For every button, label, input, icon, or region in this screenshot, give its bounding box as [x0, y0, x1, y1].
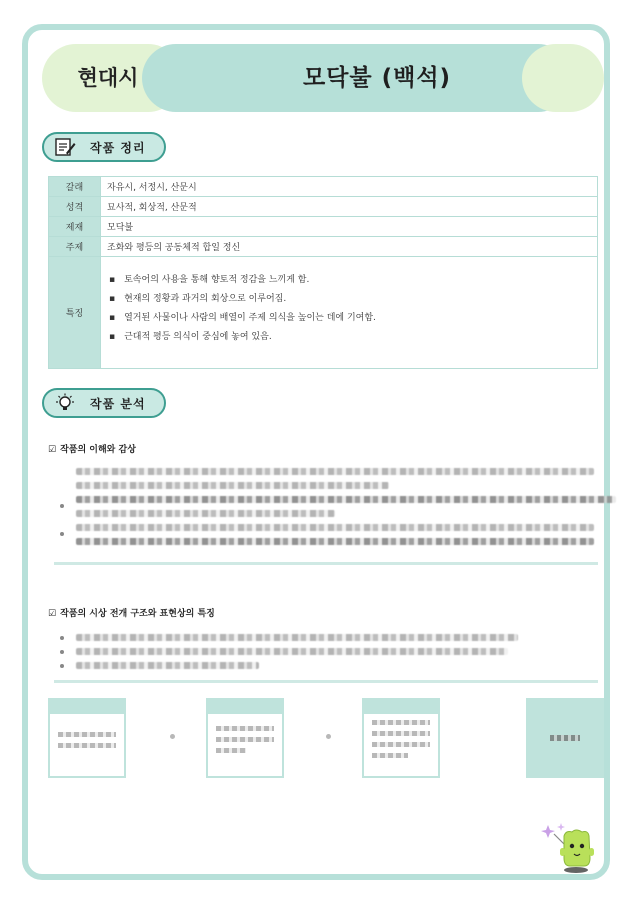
- lightbulb-icon: [54, 393, 76, 413]
- summary-row-features: [49, 257, 598, 369]
- summary-row: [49, 217, 598, 237]
- analysis-section-label: 작품 분석: [90, 396, 146, 411]
- summary-row: [49, 237, 598, 257]
- mascot-character-icon: [540, 822, 600, 874]
- features-list: [109, 271, 591, 347]
- summary-table: [48, 176, 598, 369]
- page-frame: [22, 24, 610, 880]
- analysis-section-pill: [42, 388, 166, 418]
- summary-row-key: 갈래: [49, 177, 101, 197]
- summary-row-key: 제재: [49, 217, 101, 237]
- genre-label: 현대시: [77, 66, 139, 90]
- structure-arrow-2: [326, 734, 331, 739]
- summary-row-value: 자유시, 서정시, 산문시: [101, 177, 598, 197]
- analysis-heading-1: [48, 442, 136, 455]
- feature-item: ▪ 열거된 사물이나 사람의 배열이 주제 의식을 높이는 데에 기여함.: [109, 309, 591, 328]
- structure-arrow-1: [170, 734, 175, 739]
- feature-item: ▪ 현재의 정황과 과거의 회상으로 이루어짐.: [109, 290, 591, 309]
- summary-row-value: 조화와 평등의 공동체적 합일 정신: [101, 237, 598, 257]
- analysis-body-2: [54, 634, 594, 676]
- analysis-body-1: [54, 468, 594, 552]
- feature-item: ▪ 토속어의 사용을 통해 향토적 정감을 느끼게 함.: [109, 271, 591, 290]
- summary-section-label: 작품 정리: [90, 140, 146, 155]
- memo-edit-icon: [54, 137, 76, 157]
- summary-row-key: 성격: [49, 197, 101, 217]
- summary-row: [49, 177, 598, 197]
- summary-row-value: 모닥불: [101, 217, 598, 237]
- summary-row-key: 주제: [49, 237, 101, 257]
- analysis-heading-2-text: 작품의 시상 전개 구조와 표현상의 특징: [60, 609, 215, 619]
- analysis-heading-1-text: 작품의 이해와 감상: [60, 445, 136, 455]
- summary-row-key: 특징: [49, 257, 101, 369]
- features-list-cell: [101, 257, 598, 369]
- summary-row-value: 묘사적, 회상적, 산문적: [101, 197, 598, 217]
- structure-box-1: [48, 698, 126, 778]
- checkbox-icon: ☑: [48, 609, 57, 619]
- checkbox-icon: ☑: [48, 445, 57, 455]
- structure-result-box: [526, 698, 604, 778]
- analysis-heading-2: [48, 606, 215, 619]
- summary-section-pill: [42, 132, 166, 162]
- structure-box-2: [206, 698, 284, 778]
- structure-box-3: [362, 698, 440, 778]
- page-title: 모닥불 (백석): [302, 65, 452, 91]
- page-header: [42, 44, 602, 112]
- summary-row: [49, 197, 598, 217]
- feature-item: ▪ 근대적 평등 의식이 중심에 놓여 있음.: [109, 328, 591, 347]
